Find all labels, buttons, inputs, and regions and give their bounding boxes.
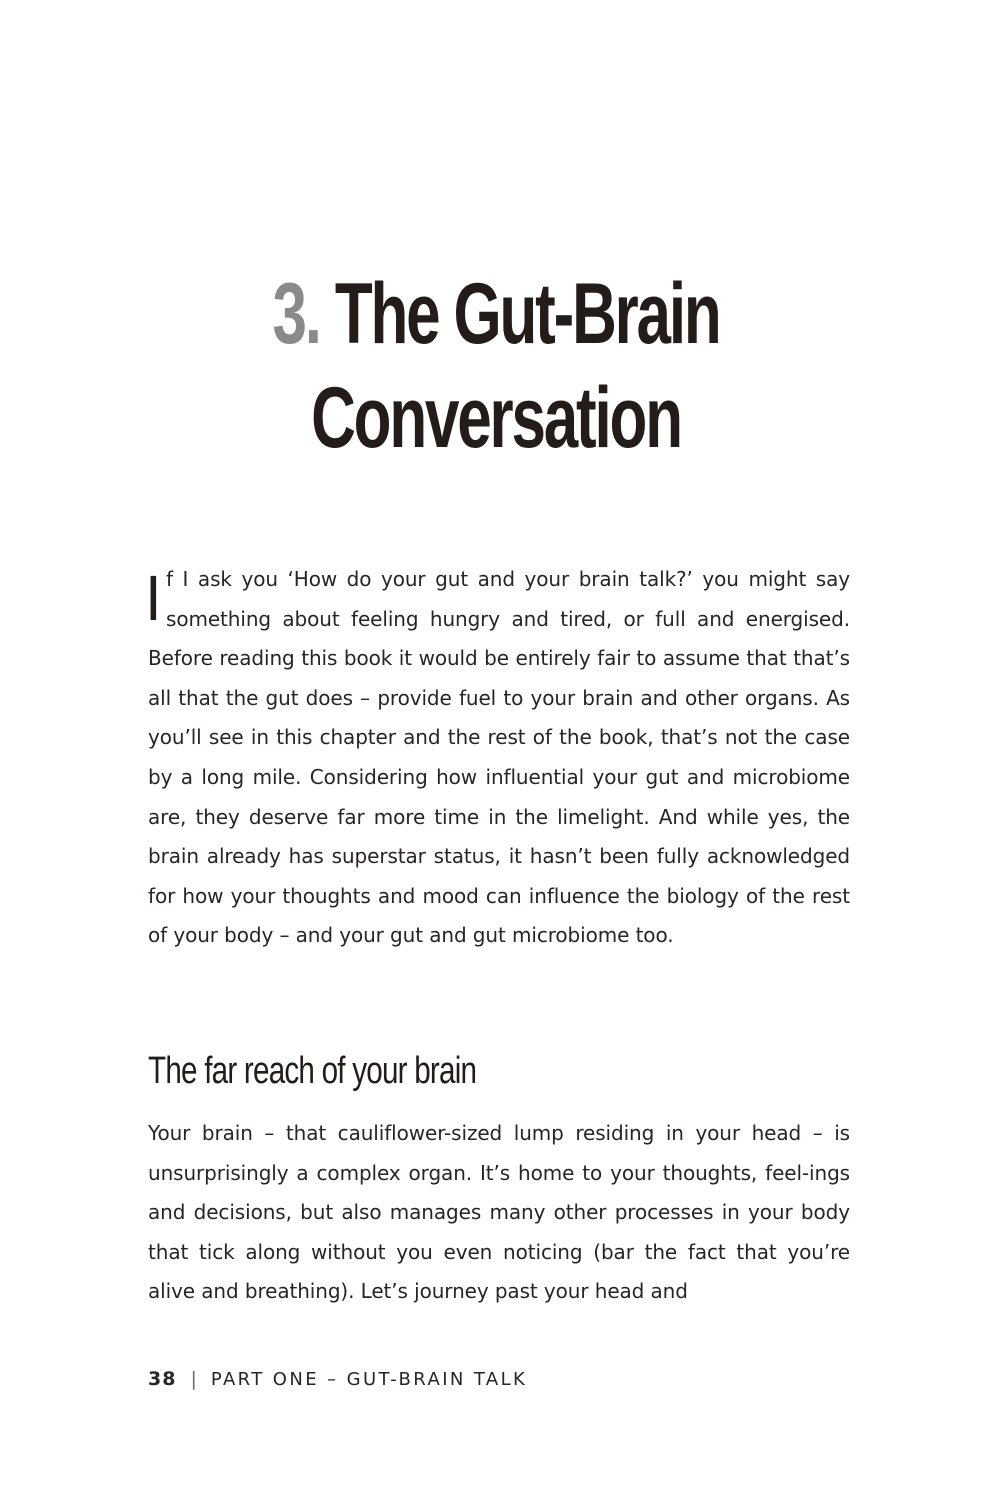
chapter-number: 3. — [272, 266, 320, 362]
chapter-title-line-1 — [139, 262, 853, 366]
drop-cap: I — [148, 562, 159, 634]
intro-paragraph — [148, 560, 850, 956]
chapter-title-line-2: Conversation — [311, 370, 681, 466]
chapter-title-text-1: The Gut-Brain — [334, 266, 720, 362]
page-footer — [148, 1364, 527, 1395]
section-paragraph: Your brain – that cauliflower-sized lump residing in your head – is unsurprisingly a complex organ. It’s home to your thoughts, feel-ings and decisions, but also manages many other processes in your body that tick along without you even noticing (bar the fact that you’re alive and breathing). Let’s journey past your head and — [148, 1121, 850, 1304]
section-heading: The far reach of your brain — [148, 1050, 477, 1092]
chapter-title — [139, 262, 853, 470]
running-head: PART ONE – GUT-BRAIN TALK — [210, 1369, 528, 1390]
footer-separator: | — [190, 1368, 197, 1390]
page-number: 38 — [148, 1368, 177, 1390]
intro-text: f I ask you ‘How do your gut and your brain talk?’ you might say something about feeling hungry and tired, or full and energised. Before reading this book it would be entirely fair to assume that that’s all that the gut does – provide fuel to your brain and other organs. As you’ll see in this chapter and the rest of the book, that’s not the case by a long mile. Considering how influential your gut and microbiome are, they deserve far more time in the limelight. And while yes, the brain already has superstar status, it hasn’t been fully acknowledged for how your thoughts and mood can influence the biology of the rest of your body – and your gut and gut microbiome too. — [148, 567, 850, 948]
